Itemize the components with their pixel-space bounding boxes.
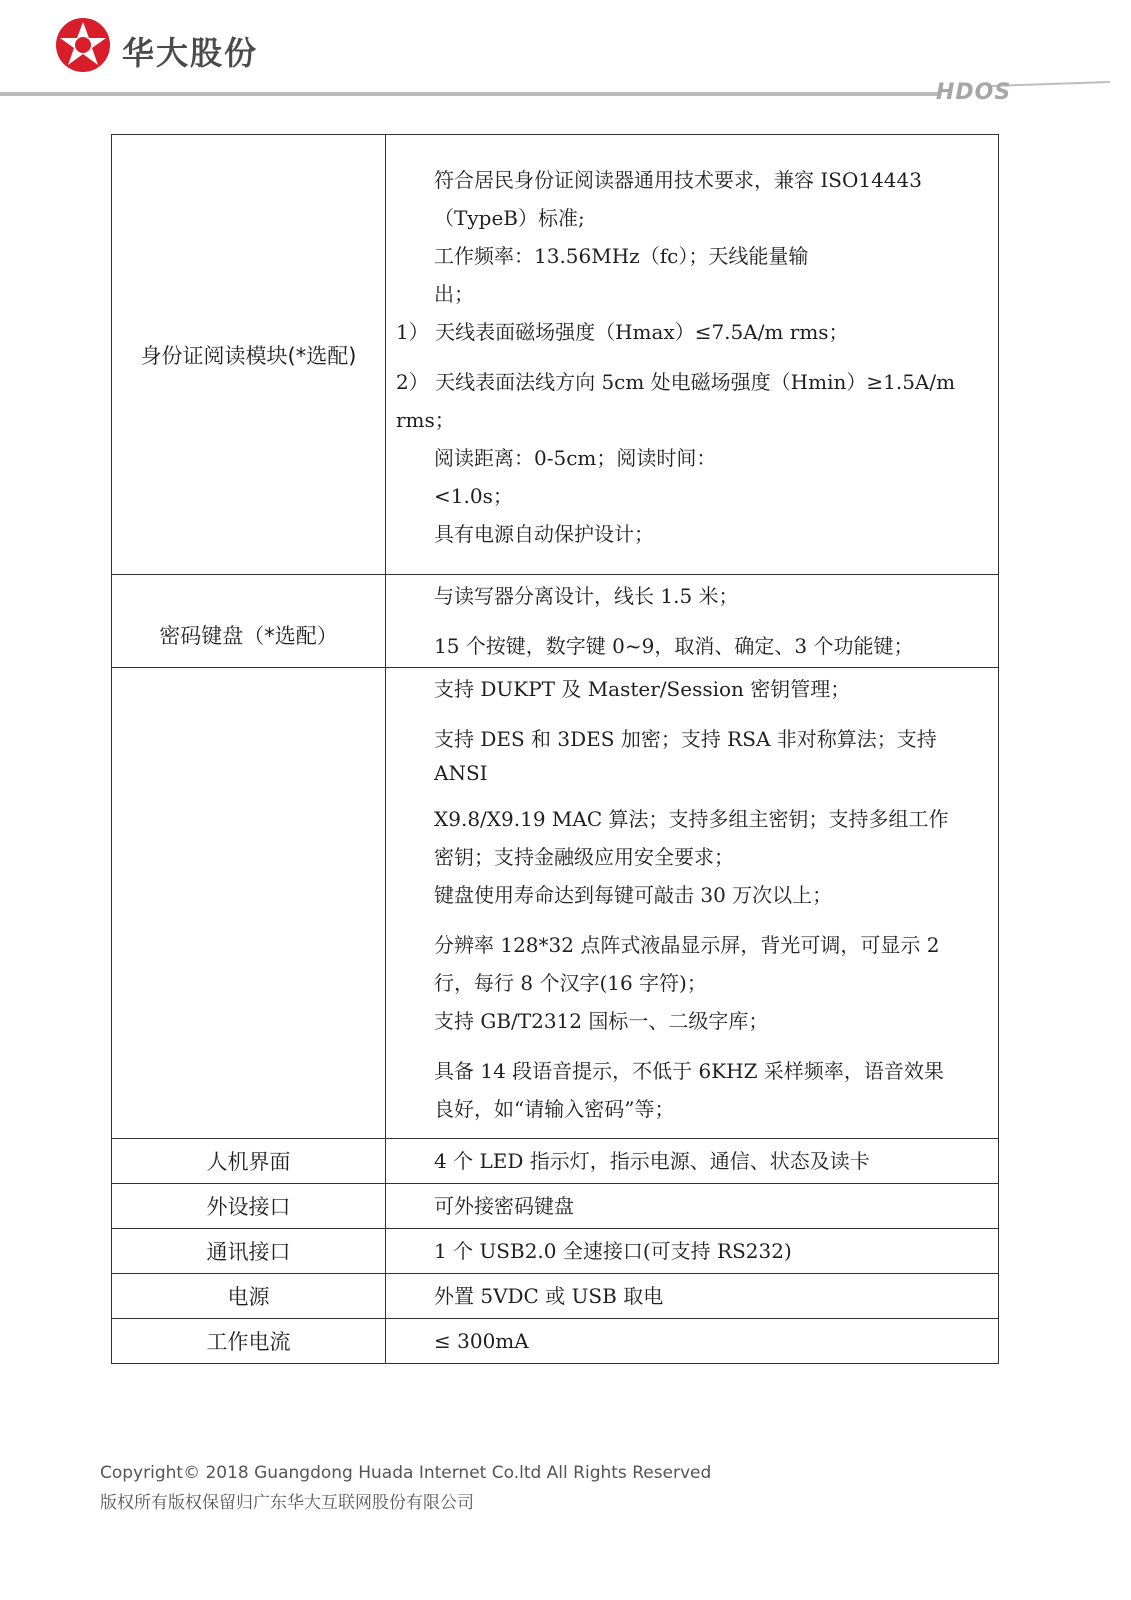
spec-line: 4 个 LED 指示灯，指示电源、通信、状态及读卡 (434, 1149, 870, 1173)
table-row (112, 1229, 999, 1274)
row-value (386, 575, 999, 668)
page-header (0, 0, 1131, 110)
spec-line: （TypeB）标准; (434, 205, 585, 230)
spec-line: 外置 5VDC 或 USB 取电 (434, 1284, 664, 1308)
spec-line: 1） 天线表面磁场强度（Hmax）≤7.5A/m rms； (396, 319, 849, 344)
spec-line: 具有电源自动保护设计； (434, 521, 654, 546)
row-label: 密码键盘（*选配） (112, 575, 386, 668)
spec-line: 2） 天线表面法线方向 5cm 处电磁场强度（Hmin）≥1.5A/m (396, 369, 956, 394)
spec-line: 1 个 USB2.0 全速接口(可支持 RS232) (434, 1239, 792, 1263)
spec-line: 工作频率：13.56MHz（fc）；天线能量输 (434, 243, 809, 268)
row-value (386, 1274, 999, 1319)
spec-line: 良好，如“请输入密码”等； (434, 1097, 675, 1121)
spec-line: 具备 14 段语音提示，不低于 6KHZ 采样频率，语音效果 (434, 1059, 944, 1083)
row-label: 工作电流 (112, 1319, 386, 1364)
table-row (112, 1274, 999, 1319)
row-label: 通讯接口 (112, 1229, 386, 1274)
spec-line: 15 个按键，数字键 0~9，取消、确定、3 个功能键； (434, 634, 914, 658)
row-label: 身份证阅读模块(*选配) (112, 135, 386, 575)
spec-line: 出； (434, 281, 474, 306)
table-row (112, 1184, 999, 1229)
spec-line: 支持 GB/T2312 国标一、二级字库； (434, 1009, 769, 1033)
spec-table (111, 134, 999, 1364)
row-value (386, 668, 999, 1139)
table-row (112, 668, 999, 1139)
table-row (112, 1319, 999, 1364)
spec-line: 符合居民身份证阅读器通用技术要求，兼容 ISO14443 (434, 167, 922, 192)
row-value (386, 1139, 999, 1184)
copyright-cn: 版权所有版权保留归广东华大互联网股份有限公司 (100, 1493, 474, 1513)
spec-line: 支持 DES 和 3DES 加密；支持 RSA 非对称算法；支持 (434, 727, 937, 751)
row-value (386, 1184, 999, 1229)
company-name: 华大股份 (122, 34, 259, 72)
table-row (112, 135, 999, 575)
spec-line: 阅读距离：0-5cm；阅读时间： (434, 445, 717, 470)
spec-line: <1.0s； (434, 483, 513, 508)
page-footer (100, 1458, 711, 1518)
table-row (112, 575, 999, 668)
spec-line: 分辨率 128*32 点阵式液晶显示屏，背光可调，可显示 2 (434, 933, 940, 957)
spec-line: 键盘使用寿命达到每键可敲击 30 万次以上； (434, 883, 833, 907)
row-label: 人机界面 (112, 1139, 386, 1184)
row-label: 外设接口 (112, 1184, 386, 1229)
row-value (386, 1319, 999, 1364)
spec-line: X9.8/X9.19 MAC 算法；支持多组主密钥；支持多组工作 (434, 807, 949, 831)
row-value (386, 135, 999, 575)
huada-logo-icon (54, 16, 112, 74)
copyright-en: Copyright© 2018 Guangdong Huada Internet Co.ltd All Rights Reserved (100, 1463, 712, 1483)
spec-line: rms； (396, 407, 455, 432)
spec-line: ≤ 300mA (434, 1329, 529, 1353)
spec-line: 与读写器分离设计，线长 1.5 米； (434, 584, 739, 608)
spec-line: 支持 DUKPT 及 Master/Session 密钥管理； (434, 677, 851, 701)
table-row (112, 1139, 999, 1184)
hdos-logo: HDOS (936, 80, 1012, 105)
spec-line: 密钥；支持金融级应用安全要求； (434, 845, 734, 869)
row-value (386, 1229, 999, 1274)
spec-line: 可外接密码键盘 (434, 1194, 574, 1218)
spec-line: ANSI (434, 761, 488, 785)
row-label (112, 668, 386, 1139)
row-label: 电源 (112, 1274, 386, 1319)
spec-line: 行，每行 8 个汉字(16 字符)； (434, 971, 707, 995)
